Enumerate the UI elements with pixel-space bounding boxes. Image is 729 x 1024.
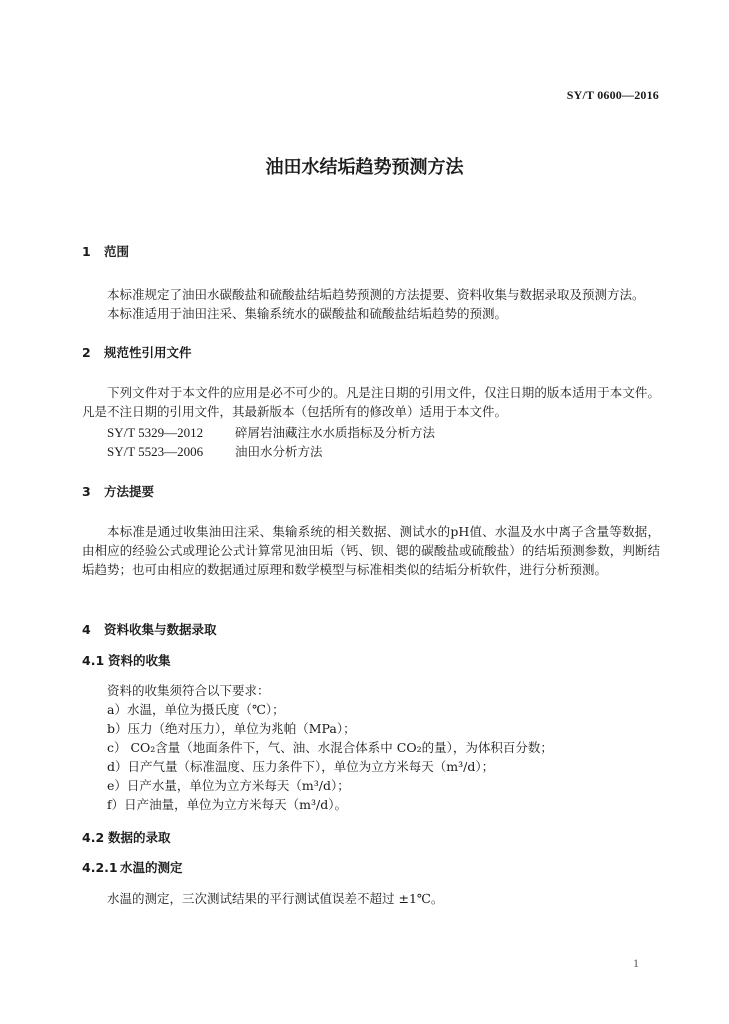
- section-title: 资料收集与数据录取: [104, 622, 217, 637]
- reference-item: [107, 442, 323, 461]
- section-1-line-2: 本标准适用于油田注采、集输系统水的碳酸盐和硫酸盐结垢趋势的预测。: [107, 306, 508, 321]
- reference-code: SY/T 5523—2006: [107, 444, 204, 459]
- list-item: c） CO₂含量（地面条件下，气、油、水混合体系中 CO₂的量），为体积百分数；: [107, 740, 553, 755]
- standard-number: SY/T 0600—2016: [566, 88, 659, 102]
- page-number: 1: [633, 956, 639, 970]
- list-item: e）日产水量，单位为立方米每天（m³/d）；: [107, 778, 350, 793]
- section-number: 4.2.1: [82, 860, 118, 875]
- subsection-4-2-heading: [82, 828, 171, 846]
- reference-code: SY/T 5329—2012: [107, 425, 204, 440]
- section-number: 3: [82, 484, 91, 499]
- reference-title: 碎屑岩油藏注水水质指标及分析方法: [235, 425, 436, 440]
- section-number: 2: [82, 345, 91, 360]
- section-2-heading: [82, 343, 192, 361]
- section-title: 范围: [104, 244, 130, 259]
- document-title: 油田水结垢趋势预测方法: [265, 157, 464, 178]
- requirements-intro: 资料的收集须符合以下要求：: [107, 683, 270, 698]
- section-2-paragraph: 下列文件对于本文件的应用是必不可少的。凡是注日期的引用文件，仅注日期的版本适用于本文件。凡是不注日期的引用文件，其最新版本（包括所有的修改单）适用于本文件。: [82, 385, 660, 419]
- section-number: 4: [82, 622, 91, 637]
- section-number: 1: [82, 244, 91, 259]
- section-3-paragraph: 本标准是通过收集油田注采、集输系统的相关数据、测试水的pH值、水温及水中离子含量等数据，由相应的经验公式或理论公式计算常见油田垢（钙、钡、锶的碳酸盐或硫酸盐）的结垢预测参数，判断结垢趋势；也可由相应的数据通过原理和数学模型与标准相类似的结垢分析软件，进行分析预测。: [82, 524, 660, 577]
- section-4-heading: [82, 620, 217, 638]
- list-item: a）水温，单位为摄氏度（℃）；: [107, 702, 285, 717]
- section-title: 数据的录取: [108, 830, 171, 845]
- section-title: 规范性引用文件: [104, 345, 192, 360]
- subsection-4-2-1-heading: [82, 858, 183, 876]
- section-number: 4.2: [82, 830, 105, 845]
- list-item: f）日产油量，单位为立方米每天（m³/d）。: [107, 797, 347, 812]
- reference-title: 油田水分析方法: [235, 444, 323, 459]
- section-1-heading: [82, 242, 129, 260]
- subsection-4-1-heading: [82, 651, 171, 669]
- section-title: 水温的测定: [120, 860, 183, 875]
- water-temperature-text: 水温的测定，三次测试结果的平行测试值误差不超过 ±1℃。: [107, 891, 444, 906]
- list-item: b）压力（绝对压力），单位为兆帕（MPa）；: [107, 721, 356, 736]
- section-1-line-1: 本标准规定了油田水碳酸盐和硫酸盐结垢趋势预测的方法提要、资料收集与数据录取及预测方法。: [107, 287, 645, 302]
- list-item: d）日产气量（标准温度、压力条件下），单位为立方米每天（m³/d）；: [107, 759, 495, 774]
- section-3-heading: [82, 482, 154, 500]
- reference-item: [107, 423, 435, 442]
- section-number: 4.1: [82, 653, 105, 668]
- section-title: 资料的收集: [108, 653, 171, 668]
- section-title: 方法提要: [104, 484, 155, 499]
